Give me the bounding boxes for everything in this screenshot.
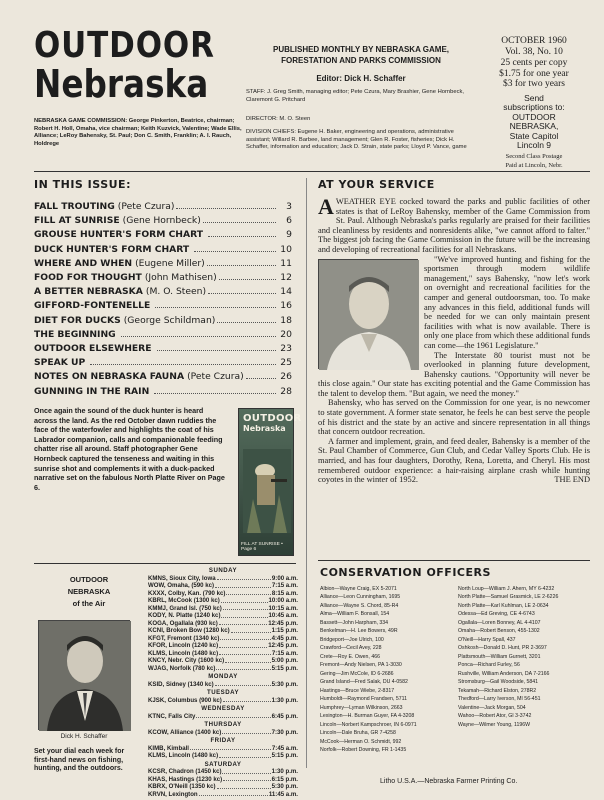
station-leader (217, 783, 271, 789)
toc-leader (203, 222, 276, 223)
officer-entry: Crete—Roy E. Owen, 466 (320, 653, 380, 660)
service-paragraph-3: The Interstate 80 tourist must not be overlooked in planning future development, Bahensky cautions. "Opportunity will never be this close again." Our state has exciting potential and the Game Commission has the talent to develop them. "But again, we need the money." (318, 350, 590, 398)
station-leader (190, 745, 271, 751)
station-name: KBRL, McCook (1300 kc) (148, 597, 220, 604)
officer-entry: Ponca—Richard Furley, 56 (458, 662, 520, 669)
station-leader (219, 650, 271, 656)
station-name: KMMJ, Grand Isl. (750 kc) (148, 604, 222, 612)
toc-author: (Pete Czura) (117, 201, 175, 212)
issue-info (482, 36, 586, 170)
officer-entry: Alliance—Wayne S. Chord, 85-R4 (320, 602, 399, 609)
director-line: DIRECTOR: M. O. Steen (246, 116, 311, 122)
station-name: KLMS, Lincoln (1480 kc) (148, 649, 219, 657)
postage-line-2: Paid at Lincoln, Nebr. (505, 162, 563, 169)
station-name: KRVN, Lexington (148, 790, 198, 798)
toc-page: 9 (286, 229, 292, 241)
station-row (148, 657, 298, 665)
service-p5-text: A farmer and implement, grain, and feed dealer, Bahensky is a member of the St. Paul Chamber of Commerce, Gun Club, and Cedar Valley Sports Club. He is married, and has four daughters, Dorothy, Rena, Loretta, and Cheryl. His most remembered outdoor experience: a hair-raising airplane crash while hunting coyotes in the winter of 1952. (318, 436, 590, 485)
postage-line-1: Second Class Postage (505, 152, 563, 160)
publisher-line: PUBLISHED MONTHLY BY NEBRASKA GAME, FORESTATION AND PARKS COMMISSION (272, 45, 450, 65)
game-commission: NEBRASKA GAME COMMISSION: George Pinkerton, Beatrice, chairman; Robert H. Holl, Omaha, vice chairman; Keith Kuzvick, Valentine; Wade Ellis, Alliance; LeRoy Bahensky, St. Paul; Don C. Smith, Franklin; A. I. Rauch, Holdrege (34, 118, 242, 147)
officer-entry: Alliance—Leon Cunningham, 1695 (320, 594, 401, 601)
officer-entry: Grand Island—Fred Salak, DU 4-0582 (320, 679, 408, 686)
station-name: KODY, N. Platte (1240 kc) (148, 612, 221, 619)
station-leader (215, 582, 271, 588)
station-leader (219, 620, 267, 626)
portrait-illustration (39, 621, 131, 731)
station-time: 10:00 a.m. (268, 597, 298, 604)
station-name: KSID, Sidney (1340 kc) (148, 680, 214, 688)
toc-title: DIET FOR DUCKS (34, 314, 121, 326)
hunter-illustration (243, 449, 291, 533)
dial-text: Set your dial each week for first-hand news on fishing, hunting, and the outdoors. (34, 748, 125, 773)
address-line-1: OUTDOOR (512, 111, 556, 122)
officer-entry: Bassett—John Harpham, 334 (320, 619, 389, 626)
station-time: 7:45 a.m. (271, 744, 298, 752)
service-paragraph-1 (318, 194, 590, 255)
station-time: 5:30 p.m. (271, 680, 298, 688)
station-leader (223, 776, 270, 782)
officer-entry: Norfolk—Robert Downing, FR 1-1435 (320, 747, 407, 754)
station-time: 4:45 p.m. (271, 634, 298, 642)
toc-page: 20 (280, 328, 292, 340)
officer-entry: Hastings—Bruce Wiebe, 2-8317 (320, 687, 395, 694)
officer-entry: Crawford—Cecil Avey, 228 (320, 645, 382, 652)
issue-date: OCTOBER 1960 (501, 36, 567, 46)
officer-entry: Tekamah—Richard Elston, 278R2 (458, 687, 537, 694)
officers-divider (318, 560, 590, 561)
toc-leader (155, 307, 276, 308)
station-row (148, 745, 298, 753)
toc-leader (208, 236, 276, 237)
officer-entry: Odessa—Ed Greving, CE 4-6743 (458, 611, 535, 618)
station-row (148, 665, 298, 673)
station-leader (221, 597, 268, 603)
toc-leader (154, 393, 276, 394)
schaffer-photo (38, 620, 130, 730)
station-leader (199, 791, 268, 797)
station-time: 6:45 p.m. (271, 712, 298, 720)
station-time: 5:15 p.m. (271, 664, 298, 672)
officer-entry: Lexington—H. Burman Guyer, FA 4-3208 (320, 713, 415, 720)
toc-title: FILL AT SUNRISE (34, 215, 120, 227)
printer-credit: Litho U.S.A.—Nebraska Farmer Printing Co. (380, 778, 518, 785)
station-time: 12:45 p.m. (268, 642, 298, 649)
officers-list (320, 585, 590, 755)
officer-entry: Humboldt—Raymond Frandsen, 5711 (320, 696, 407, 703)
station-row (148, 620, 298, 628)
magazine-logo (34, 25, 239, 106)
station-name: KFOR, Lincoln (1240 kc) (148, 642, 219, 649)
photo-caption: Dick H. Schaffer (60, 733, 108, 740)
station-row (148, 697, 298, 705)
cover-thumbnail (238, 408, 302, 556)
toc-heading: IN THIS ISSUE: (34, 178, 131, 191)
schedule-day: SATURDAY (204, 760, 242, 768)
officer-entry: Plattsmouth—William Gurnett, 3201 (458, 653, 541, 660)
station-name: KIMB, Kimball (148, 744, 189, 752)
officer-entry: O'Neill—Harry Spall, 437 (458, 636, 516, 643)
station-name: KOGA, Ogallala (930 kc) (148, 619, 218, 627)
station-row (148, 752, 298, 760)
toc-leader (157, 350, 276, 351)
officer-entry: Gering—Jim McCole, ID 6-2686 (320, 670, 394, 677)
column-divider (306, 178, 307, 768)
schedule-day: MONDAY (208, 673, 238, 680)
station-leader (220, 635, 270, 641)
issue-volume: Vol. 38, No. 10 (505, 46, 563, 57)
toc-title: SPEAK UP (34, 357, 86, 369)
address-line-4: Lincoln 9 (516, 140, 552, 150)
station-time: 8:15 a.m. (271, 589, 298, 597)
station-leader (219, 642, 267, 648)
toc-leader (219, 279, 276, 280)
station-row (148, 768, 298, 776)
toc-title: A BETTER NEBRASKA (34, 286, 143, 298)
station-leader (226, 590, 270, 596)
station-name: KTNC, Falls City (148, 712, 196, 720)
station-name: KFGT, Fremont (1340 kc) (148, 634, 220, 642)
cover-description: Once again the sound of the duck hunter is heard across the land. As the red October dawn ruddies the face of the waterfowler and highlights the coat of his Labrador companion, calls and companionable feeding chatter rise all around. Staff photographer Gene Hornbeck captured the tenseness and waiting in this sunrise shot and complements it with a duck-packed narrative set on the fabulous North Platte River on Page 6. (34, 406, 225, 492)
toc-author: (Eugene Miller) (135, 257, 205, 269)
toc-entry (34, 214, 292, 228)
station-time: 7:30 p.m. (271, 728, 298, 736)
bahensky-photo (318, 259, 418, 369)
toc-title: GROUSE HUNTER'S FORM CHART (34, 229, 204, 241)
thumb-caption: FILL AT SUNRISE • Page 6 (241, 542, 283, 552)
officer-entry: Wahoo—Robert Ator, GI 3-3742 (458, 713, 532, 720)
officer-entry: Lincoln—Norbert Kampschroer, IN 6-0971 (320, 721, 417, 728)
station-row (148, 635, 298, 643)
station-leader (216, 665, 270, 671)
toc-entry (34, 356, 292, 370)
officer-entry: Humphrey—Lyman Wilkinson, 2663 (320, 704, 403, 711)
station-time: 1:30 p.m. (271, 768, 298, 775)
station-leader (221, 612, 267, 618)
officers-right-column (458, 585, 590, 755)
toc-entry (34, 228, 292, 242)
toc-author: (M. O. Steen) (145, 286, 207, 298)
toc-page: 14 (280, 286, 292, 298)
station-name: KCSR, Chadron (1450 kc) (148, 768, 222, 775)
price-two-years: $3 for two years (503, 79, 565, 89)
station-row (148, 575, 298, 583)
toc-title: FALL TROUTING (34, 201, 115, 212)
editor-line: Editor: Dick H. Schaffer (316, 74, 406, 83)
toc-entry (34, 328, 292, 342)
schedule-day: WEDNESDAY (201, 705, 245, 712)
toc-title: DUCK HUNTER'S FORM CHART (34, 243, 190, 255)
toc-page: 25 (280, 357, 292, 369)
officer-entry: Bridgeport—Joe Ulrich, 100 (320, 636, 384, 643)
officers-heading: CONSERVATION OFFICERS (320, 566, 491, 579)
station-leader (217, 575, 271, 581)
toc-leader (246, 378, 276, 379)
service-paragraph-5 (318, 437, 590, 485)
station-leader (231, 627, 271, 633)
station-time: 1:15 p.m. (271, 627, 298, 634)
schedule-day: TUESDAY (206, 689, 240, 696)
toc-title: GIFFORD-FONTENELLE (34, 300, 151, 312)
address-line-2: NEBRASKA, (509, 121, 559, 131)
toc-entry (34, 314, 292, 328)
officer-entry: Albion—Wayne Craig, EX 5-2071 (320, 586, 397, 592)
send-label: Send (524, 92, 544, 103)
station-time: 7:15 a.m. (271, 649, 298, 657)
officer-entry: McCook—Herman O. Schmidt, 992 (320, 738, 402, 745)
station-name: KNCY, Nebr. City (1600 kc) (148, 657, 225, 664)
price-one-year: $1.75 for one year (499, 68, 569, 79)
station-time: 6:15 p.m. (271, 775, 298, 783)
station-name: KMNS, Sioux City, Iowa (148, 574, 216, 582)
logo-line-1: OUTDOOR (34, 25, 215, 66)
address-line-3: State Capitol (509, 130, 559, 141)
toc-page: 12 (280, 272, 292, 284)
toc-page: 16 (280, 300, 292, 312)
station-time: 5:15 p.m. (271, 752, 298, 759)
station-row (148, 590, 298, 598)
station-row (148, 582, 298, 590)
station-name: KHAS, Hastings (1230 kc) (148, 775, 223, 783)
station-leader (222, 768, 270, 774)
toc-entry (34, 243, 292, 257)
service-article (318, 194, 590, 485)
toc-leader (207, 265, 276, 266)
officer-entry: Omaha—Robert Benson, 455-1302 (458, 628, 540, 635)
toc-page: 23 (280, 343, 292, 355)
officer-entry: Lincoln—Dale Bruha, GR 7-4258 (320, 730, 396, 737)
station-name: KXXX, Colby, Kan. (790 kc) (148, 589, 226, 597)
station-row (148, 729, 298, 737)
toc-entry (34, 385, 292, 399)
radio-title (44, 574, 134, 610)
service-paragraph-2: "We've improved hunting and fishing for the sportsmen through modern wildlife management," says Bahensky, "now let's work on overnight and recreational facilities for the camper and general outdoorsman, too. To make any advances in this field, additional funds will be needed for we can only maintain present facilities with what is now available. There is only one place from which these additional funds can come—the 1961 Legislature." (424, 254, 590, 350)
station-name: KCOW, Alliance (1400 kc) (148, 728, 222, 736)
schedule-day: FRIDAY (210, 737, 236, 744)
station-name: WOW, Omaha, (590 kc) (148, 582, 215, 589)
service-p1-text: WEATHER EYE cocked toward the parks and public facilities of other states is that of LeRoy Bahensky, member of the Game Commission from St. Paul. Although Nebraska's parks regularly are praised for their facilities and cleanliness by residents and nonresidents alike, "we cannot afford to falter." The biggest job facing the Game Commission in the future will be the increasing and developing of recreational facilities for all Nebraskans. (318, 197, 590, 254)
station-row (148, 681, 298, 689)
service-heading: AT YOUR SERVICE (318, 178, 435, 191)
station-time: 5:30 p.m. (271, 783, 298, 790)
toc-author: (Pete Czura) (187, 371, 244, 383)
station-leader (225, 657, 270, 663)
toc-entry (34, 370, 292, 384)
officer-entry: North Platte—Samuel Grasmick, LE 2-6226 (458, 594, 559, 601)
station-row (148, 642, 298, 650)
officer-entry: Alma—William F. Bonsall, 154 (320, 611, 390, 618)
station-leader (196, 713, 270, 719)
station-row (148, 791, 298, 799)
toc-leader (121, 336, 276, 337)
toc-title: OUTDOOR ELSEWHERE (34, 343, 152, 355)
drop-cap: A (318, 194, 334, 219)
station-row (148, 612, 298, 620)
the-end: THE END (554, 475, 590, 485)
toc-page: 11 (280, 257, 292, 269)
officer-entry: North Loup—William J. Ahern, MY 6-4232 (458, 586, 555, 592)
officer-entry: Oshkosh—Donald D. Hunt, PR 2-3697 (458, 645, 547, 652)
station-time: 10:45 a.m. (268, 612, 298, 619)
thumb-title-2: Nebraska (243, 424, 286, 433)
radio-schedule (148, 566, 298, 798)
toc-title: GUNNING IN THE RAIN (34, 385, 150, 397)
station-time: 9:00 a.m. (271, 574, 298, 582)
toc-entry (34, 200, 292, 214)
station-name: KCNI, Broken Bow (1280 kc) (148, 627, 230, 634)
station-leader (215, 681, 271, 687)
officer-entry: Stromsburg—Gail Woodside, 5841 (458, 679, 539, 686)
station-time: 7:15 a.m. (271, 582, 298, 589)
station-row (148, 597, 298, 605)
price-copy: 25 cents per copy (500, 58, 568, 68)
toc-entry (34, 271, 292, 285)
toc-title: WHERE AND WHEN (34, 257, 133, 269)
toc-leader (194, 251, 276, 252)
toc-page: 18 (280, 314, 292, 326)
station-row (148, 627, 298, 635)
staff-line: STAFF: J. Greg Smith, managing editor; Pete Czura, Mary Brashier, Gene Hornbeck, Claremont G. Pritchard (246, 89, 465, 103)
station-time: 11:45 a.m. (268, 790, 298, 798)
station-time: 12:45 p.m. (268, 619, 298, 627)
officer-entry: Ogallala—Loren Bonney, AL 4-4107 (458, 619, 541, 626)
station-row (148, 783, 298, 791)
station-row (148, 713, 298, 721)
station-leader (219, 752, 270, 758)
toc-leader (208, 293, 276, 294)
schedule-day: THURSDAY (204, 721, 242, 728)
officer-entry: Fremont—Andy Nielsen, PA 1-3030 (320, 662, 402, 669)
toc-author: (John Mathisen) (144, 272, 217, 284)
station-name: KLMS, Lincoln (1480 kc) (148, 752, 219, 759)
toc-author: (Gene Hornbeck) (122, 215, 201, 227)
toc-title: NOTES ON NEBRASKA FAUNA (34, 371, 185, 383)
schedule-day: SUNDAY (208, 567, 238, 574)
toc-author: (George Schildman) (123, 314, 216, 326)
toc-page: 28 (280, 385, 292, 397)
masthead-divider (34, 171, 590, 172)
station-leader (222, 729, 270, 735)
subscriptions-label: subscriptions to: (503, 102, 565, 112)
officer-entry: Thedford—Larry Iverson, MI 56-451 (458, 696, 541, 703)
toc-title: THE BEGINNING (34, 328, 116, 340)
logo-line-2: Nebraska (34, 62, 209, 106)
thumb-title-1: OUTDOOR (243, 413, 302, 424)
station-leader (223, 697, 271, 703)
officer-entry: Valentine—Jack Morgan, 504 (458, 704, 526, 711)
toc-entry (34, 342, 292, 356)
radio-divider (34, 563, 296, 564)
officer-entry: Benkelman—H. Lee Bowers, 49R (320, 628, 398, 635)
toc-page: 6 (286, 215, 292, 227)
station-row (148, 605, 298, 613)
division-chiefs: DIVISION CHIEFS: Eugene H. Baker, engineering and operations, administrative assistant; Willard R. Barbee, land management; Glen R. Foster, fisheries; Dick H. Schaffer, information and education; Jack D. Strain, state parks; Lloyd P. Vance, game (246, 129, 467, 151)
station-row (148, 776, 298, 784)
officer-entry: Rushville, William Anderson, DA 7-2166 (458, 670, 550, 677)
toc-title: FOOD FOR THOUGHT (34, 272, 142, 284)
toc-entry (34, 257, 292, 271)
radio-title-2: NEBRASKA (67, 587, 111, 596)
station-time: 10:15 a.m. (268, 604, 298, 612)
toc-leader (176, 208, 276, 209)
station-name: KBRX, O'Neill (1350 kc) (148, 783, 216, 790)
table-of-contents (34, 200, 292, 399)
station-name: WJAG, Norfolk (780 kc) (148, 664, 216, 672)
radio-title-3: of the Air (72, 599, 106, 608)
toc-leader (217, 322, 276, 323)
bahensky-illustration (319, 260, 419, 370)
toc-page: 10 (280, 243, 292, 255)
toc-leader (90, 364, 276, 365)
radio-title-1: OUTDOOR (69, 575, 109, 584)
station-time: 1:30 p.m. (271, 696, 298, 704)
officer-entry: North Platte—Karl Kuhlman, LE 2-0634 (458, 602, 549, 609)
station-time: 5:00 p.m. (271, 657, 298, 664)
officers-left-column (320, 585, 452, 755)
station-name: KJSK, Columbus (900 kc) (148, 696, 222, 704)
service-paragraph-4: Bahensky, who has served on the Commission for one year, is no newcomer to state government. A former state senator, he feels he can best serve the people of his district and the state by an active and sincere representation in all things that concern outdoor recreation. (318, 398, 590, 437)
toc-page: 26 (280, 371, 292, 383)
toc-entry (34, 299, 292, 313)
station-row (148, 650, 298, 658)
toc-page: 3 (286, 201, 292, 212)
officer-entry: Wayne—Wilmer Young, 1196W (458, 721, 531, 728)
toc-entry (34, 285, 292, 299)
station-leader (223, 605, 268, 611)
